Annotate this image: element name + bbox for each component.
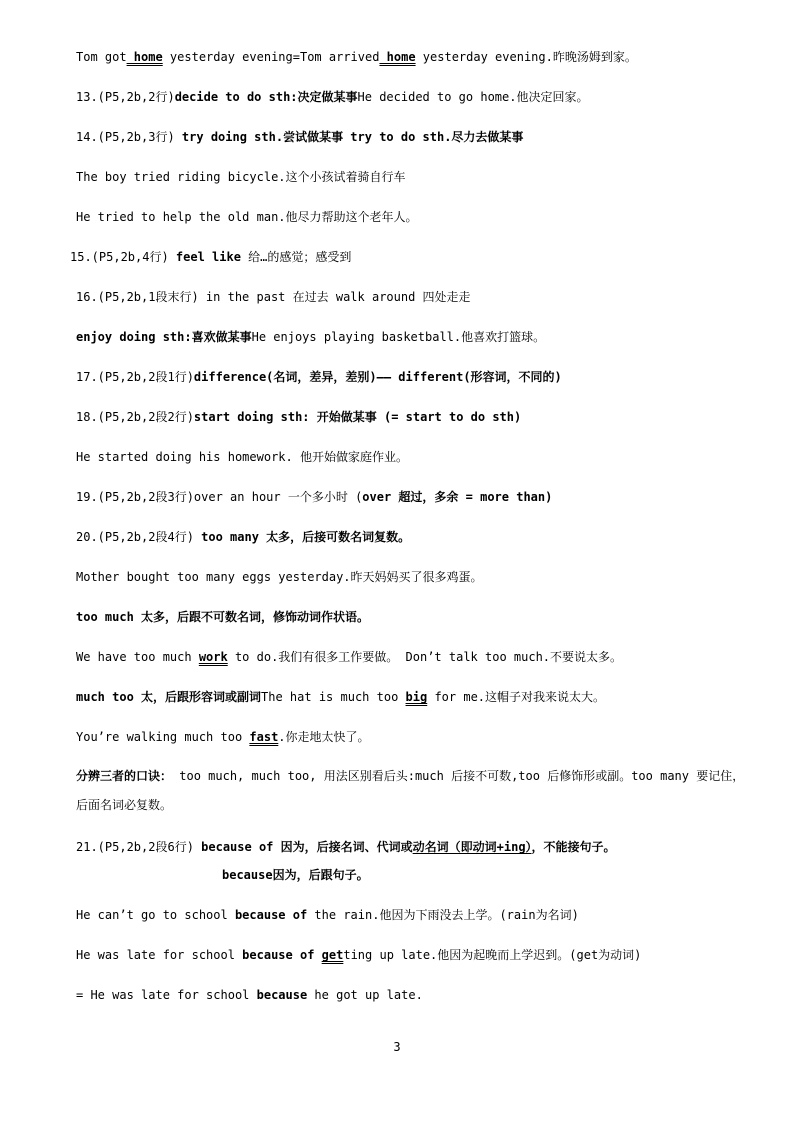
phrase: decide to do sth:决定做某事 xyxy=(174,90,358,104)
text: 16.(P5,2b,1段末行) in the past 在过去 walk around 四处走走 xyxy=(76,290,471,304)
text-line xyxy=(76,568,483,586)
text-line xyxy=(70,248,351,266)
item-number: 18.(P5,2b,2段2行) xyxy=(76,410,194,424)
phrase: over 超过，多余 = more than) xyxy=(362,490,553,504)
phrase: because xyxy=(256,988,308,1002)
example: He started doing his homework. 他开始做家庭作业。 xyxy=(76,450,408,464)
text-line xyxy=(76,408,521,426)
text-line xyxy=(76,648,622,666)
example: He tried to help the old man.他尽力帮助这个老年人。 xyxy=(76,210,418,224)
text-line xyxy=(76,368,562,386)
text-line xyxy=(76,906,579,924)
phrase: because of xyxy=(234,908,308,922)
underlined-word: work xyxy=(198,650,228,664)
text-line xyxy=(76,986,423,1004)
text-line xyxy=(76,288,471,306)
example: We have too much xyxy=(76,650,199,664)
underlined-phrase: 动名词（即动词+ing） xyxy=(412,840,532,854)
phrase: enjoy doing sth:喜欢做某事 xyxy=(76,330,252,344)
example: he got up late. xyxy=(307,988,423,1002)
example: He can’t go to school xyxy=(76,908,235,922)
phrase: ，不能接句子。 xyxy=(531,840,616,854)
example: He was late for school xyxy=(76,948,243,962)
example: The hat is much too xyxy=(261,690,406,704)
item-number: 19.(P5,2b,2段3行)over an hour 一个多小时 ( xyxy=(76,490,363,504)
text-line xyxy=(76,838,616,856)
phrase: too much 太多，后跟不可数名词，修饰动词作状语。 xyxy=(76,610,370,624)
item-number: 15.(P5,2b,4行) xyxy=(70,250,176,264)
text: yesterday evening=Tom arrived xyxy=(162,50,380,64)
text: yesterday evening.昨晚汤姆到家。 xyxy=(415,50,637,64)
text-line xyxy=(76,528,410,546)
example: ting up late.他因为起晚而上学迟到。(get为动词) xyxy=(343,948,642,962)
text-line xyxy=(76,608,369,626)
phrase: start doing sth: 开始做某事 (= start to do sth) xyxy=(193,410,522,424)
phrase: because of 因为，后接名词、代词或 xyxy=(201,840,413,854)
text-line xyxy=(76,946,641,964)
mnemonic-text: too much, much too, 用法区别看后头:much 后接不可数,too 后修饰形或副。too many 要记住，后面名词必复数。 xyxy=(76,769,745,812)
text-line xyxy=(76,488,552,506)
underlined-word: big xyxy=(405,690,428,704)
phrase: too many 太多，后接可数名词复数。 xyxy=(201,530,411,544)
text: Tom got xyxy=(76,50,127,64)
item-number: 20.(P5,2b,2段4行) xyxy=(76,530,202,544)
item-number: 17.(P5,2b,2段1行) xyxy=(76,370,194,384)
phrase: feel like xyxy=(175,250,241,264)
text-line xyxy=(222,866,369,884)
text-line xyxy=(76,48,637,66)
text-line xyxy=(76,88,588,106)
example: You’re walking much too xyxy=(76,730,250,744)
text: 给…的感觉；感受到 xyxy=(240,250,352,264)
example: = He was late for school xyxy=(76,988,257,1002)
underlined-word: fast xyxy=(249,730,279,744)
item-number: 14.(P5,2b,3行) xyxy=(76,130,182,144)
page-number: 3 xyxy=(393,1040,401,1054)
text-line xyxy=(76,448,408,466)
phrase: difference(名词，差异，差别)—— different(形容词，不同的) xyxy=(193,370,562,384)
underlined-word: home xyxy=(126,50,163,64)
example: to do.我们有很多工作要做。 Don’t talk too much.不要说太多。 xyxy=(227,650,623,664)
example: He enjoys playing basketball.他喜欢打篮球。 xyxy=(251,330,546,344)
underlined-word: get xyxy=(321,948,344,962)
underlined-word: home xyxy=(379,50,416,64)
text-paragraph xyxy=(76,762,756,820)
example: He decided to go home.他决定回家。 xyxy=(357,90,589,104)
text-line xyxy=(76,128,523,146)
example: The boy tried riding bicycle.这个小孩试着骑自行车 xyxy=(76,170,406,184)
mnemonic-label: 分辨三者的口诀： xyxy=(76,769,173,783)
text-line xyxy=(76,168,406,186)
phrase: because因为，后跟句子。 xyxy=(222,868,369,882)
example: Mother bought too many eggs yesterday.昨天妈妈买了很多鸡蛋。 xyxy=(76,570,483,584)
text-line xyxy=(76,688,605,706)
text-line xyxy=(76,328,545,346)
example: for me.这帽子对我来说太大。 xyxy=(427,690,606,704)
phrase: try doing sth.尝试做某事 try to do sth.尽力去做某事 xyxy=(181,130,524,144)
phrase: because of xyxy=(242,948,315,962)
phrase: much too 太，后跟形容词或副词 xyxy=(76,690,262,704)
item-number: 13.(P5,2b,2行) xyxy=(76,90,175,104)
text xyxy=(314,948,321,962)
example: .你走地太快了。 xyxy=(278,730,370,744)
text-line xyxy=(76,728,370,746)
text-line xyxy=(76,208,418,226)
item-number: 21.(P5,2b,2段6行) xyxy=(76,840,202,854)
example: the rain.他因为下雨没去上学。(rain为名词) xyxy=(307,908,579,922)
